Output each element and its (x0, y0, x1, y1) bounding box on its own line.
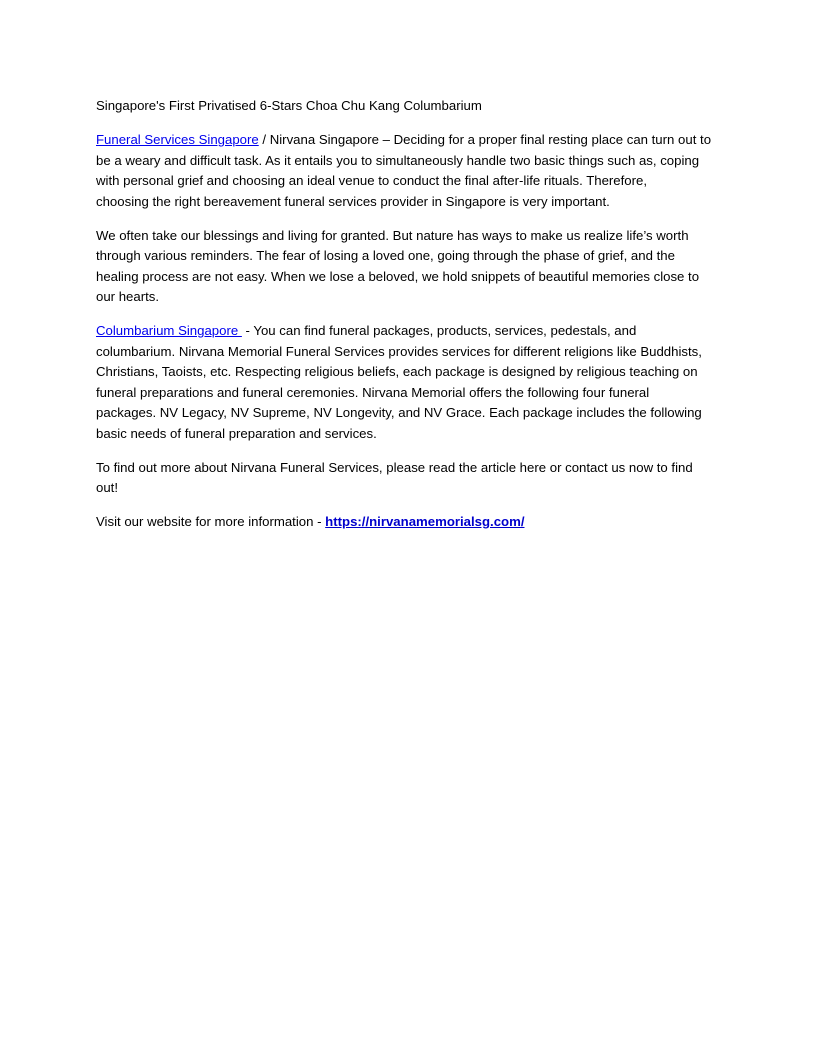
columbarium-link[interactable]: Columbarium Singapore (96, 323, 242, 338)
document-title: Singapore's First Privatised 6-Stars Choa Chu Kang Columbarium (96, 98, 482, 113)
document-body (96, 96, 726, 546)
funeral-services-link[interactable]: Funeral Services Singapore (96, 132, 259, 147)
paragraph-find-out-more: To find out more about Nirvana Funeral Services, please read the article here or contact us now to find out! (96, 459, 693, 495)
website-link[interactable]: https://nirvanamemorialsg.com/ (325, 514, 525, 529)
paragraph-blessings: We often take our blessings and living for granted. But nature has ways to make us realize life’s worth through various reminders. The fear of losing a loved one, going through the phase of grief, and the healing process are not easy. When we lose a beloved, we hold snippets of beautiful memories close to our hearts. (96, 227, 700, 304)
paragraph-intro: Funeral Services Singapore / Nirvana Singapore – Deciding for a proper final resting place can turn out to be a weary and difficult task. As it entails you to simultaneously handle two basic things such as, coping with personal grief and choosing an ideal venue to conduct the final after-life rituals. Therefore, choosing the right bereavement funeral services provider in Singapore is very important. (96, 132, 712, 209)
paragraph-website: Visit our website for more information - https://nirvanamemorialsg.com/ (96, 514, 525, 529)
paragraph-columbarium: Columbarium Singapore - You can find funeral packages, products, services, pedestals, and columbarium. Nirvana Memorial Funeral Services provides services for different religions like Buddhists, Christians, Taoists, etc. Respecting religious beliefs, each package is designed by religious teaching on funeral preparations and funeral ceremonies. Nirvana Memorial offers the following four funeral packages. NV Legacy, NV Supreme, NV Longevity, and NV Grace. Each package includes the following basic needs of funeral preparation and services. (96, 323, 702, 441)
